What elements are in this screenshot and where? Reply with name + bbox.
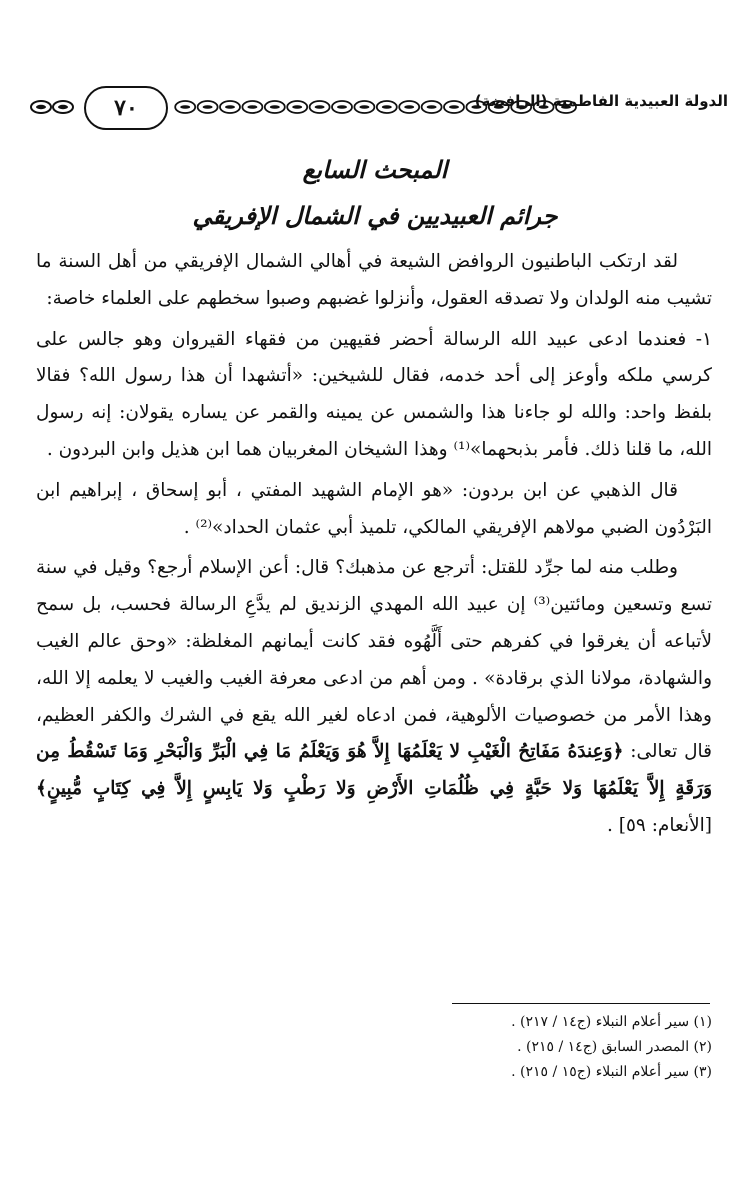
footnote-divider	[452, 1003, 710, 1004]
ornament-icon	[28, 96, 76, 118]
paragraph-1: ١- فعندما ادعى عبيد الله الرسالة أحضر فقيهين من فقهاء القيروان وهو جالس على كرسي ملكه وأوعز إلى أحد خدمه، فقال للشيخين: «أتشهدا أن هذا رسول الله؟ فقالا بلفظ واحد: والله لو جاءنا هذا والشمس عن يمينه والقمر عن يساره يقولان: إنه رسول الله، ما قلنا ذلك. فأمر بذبحهما»⁽¹⁾ وهذا الشيخان المغربيان هما ابن هذيل وابن البردون .	[36, 328, 712, 460]
footnote-3: (٣) سير أعلام النبلاء (ج١٥ / ٢١٥) .	[511, 1064, 712, 1080]
quran-verse: ﴿وَعِندَهُ مَفَاتِحُ الْغَيْبِ لا يَعْلَمُهَا إِلاَّ هُوَ وَيَعْلَمُ مَا فِي الْبَرِّ وَالْبَحْرِ وَمَا تَسْقُطُ مِن وَرَقَةٍ إِلاَّ يَعْلَمُهَا وَلا حَبَّةٍ فِي ظُلُمَاتِ الأَرْضِ وَلا رَطْبٍ وَلا يَابِسٍ إِلاَّ فِي كِتَابٍ مُّبِينٍ﴾	[36, 741, 712, 800]
running-title: الدولة العبيدية الفاطمية (الرافضة)	[474, 92, 728, 110]
page-number: ٧٠	[84, 86, 168, 130]
body-text	[36, 244, 712, 845]
footnote-1: (١) سير أعلام النبلاء (ج١٤ / ٢١٧) .	[511, 1014, 712, 1030]
paragraph-intro: لقد ارتكب الباطنيون الروافض الشيعة في أهالي الشمال الإفريقي من أهل السنة ما تشيب منه الولدان ولا تصدقه العقول، وأنزلوا غضبهم وصبوا سخطهم على العلماء خاصة:	[36, 251, 712, 309]
verse-reference: [الأنعام: ٥٩] .	[606, 814, 712, 836]
footnote-2: (٢) المصدر السابق (ج١٤ / ٢١٥) .	[517, 1039, 712, 1055]
chapter-subtitle: جرائم العبيديين في الشمال الإفريقي	[192, 201, 558, 230]
running-header	[22, 86, 728, 134]
paragraph-2: قال الذهبي عن ابن بردون: «هو الإمام الشهيد المفتي ، أبو إسحاق ، إبراهيم ابن البَرْدُون الضبي مولاهم الإفريقي المالكي، تلميذ أبي عثمان الحداد»⁽²⁾ .	[36, 479, 712, 538]
paragraph-3-text: وطلب منه لما جرِّد للقتل: أترجع عن مذهبك؟ قال: أعن الإسلام أرجع؟ وقيل في سنة تسع وتسعين ومائتين⁽³⁾ إن عبيد الله المهدي الزنديق لم يدَّعِ الرسالة فحسب، بل سمح لأتباعه أن يغرقوا في كفرهم حتى أَلَّهُوه فقد كانت أيمانهم المغلظة: «وحق عالم الغيب والشهادة، مولانا الذي برقادة» . ومن أهم من ادعى معرفة الغيب والغيب لا يعلمه إلا الله، وهذا الأمر من خصوصيات الألوهية، فمن ادعاه لغير الله يقع في الشرك والكفر العظيم، قال تعالى:	[36, 557, 712, 763]
paragraph-3	[36, 550, 712, 844]
section-heading: المبحث السابع	[302, 155, 448, 184]
footnotes	[36, 1010, 712, 1085]
